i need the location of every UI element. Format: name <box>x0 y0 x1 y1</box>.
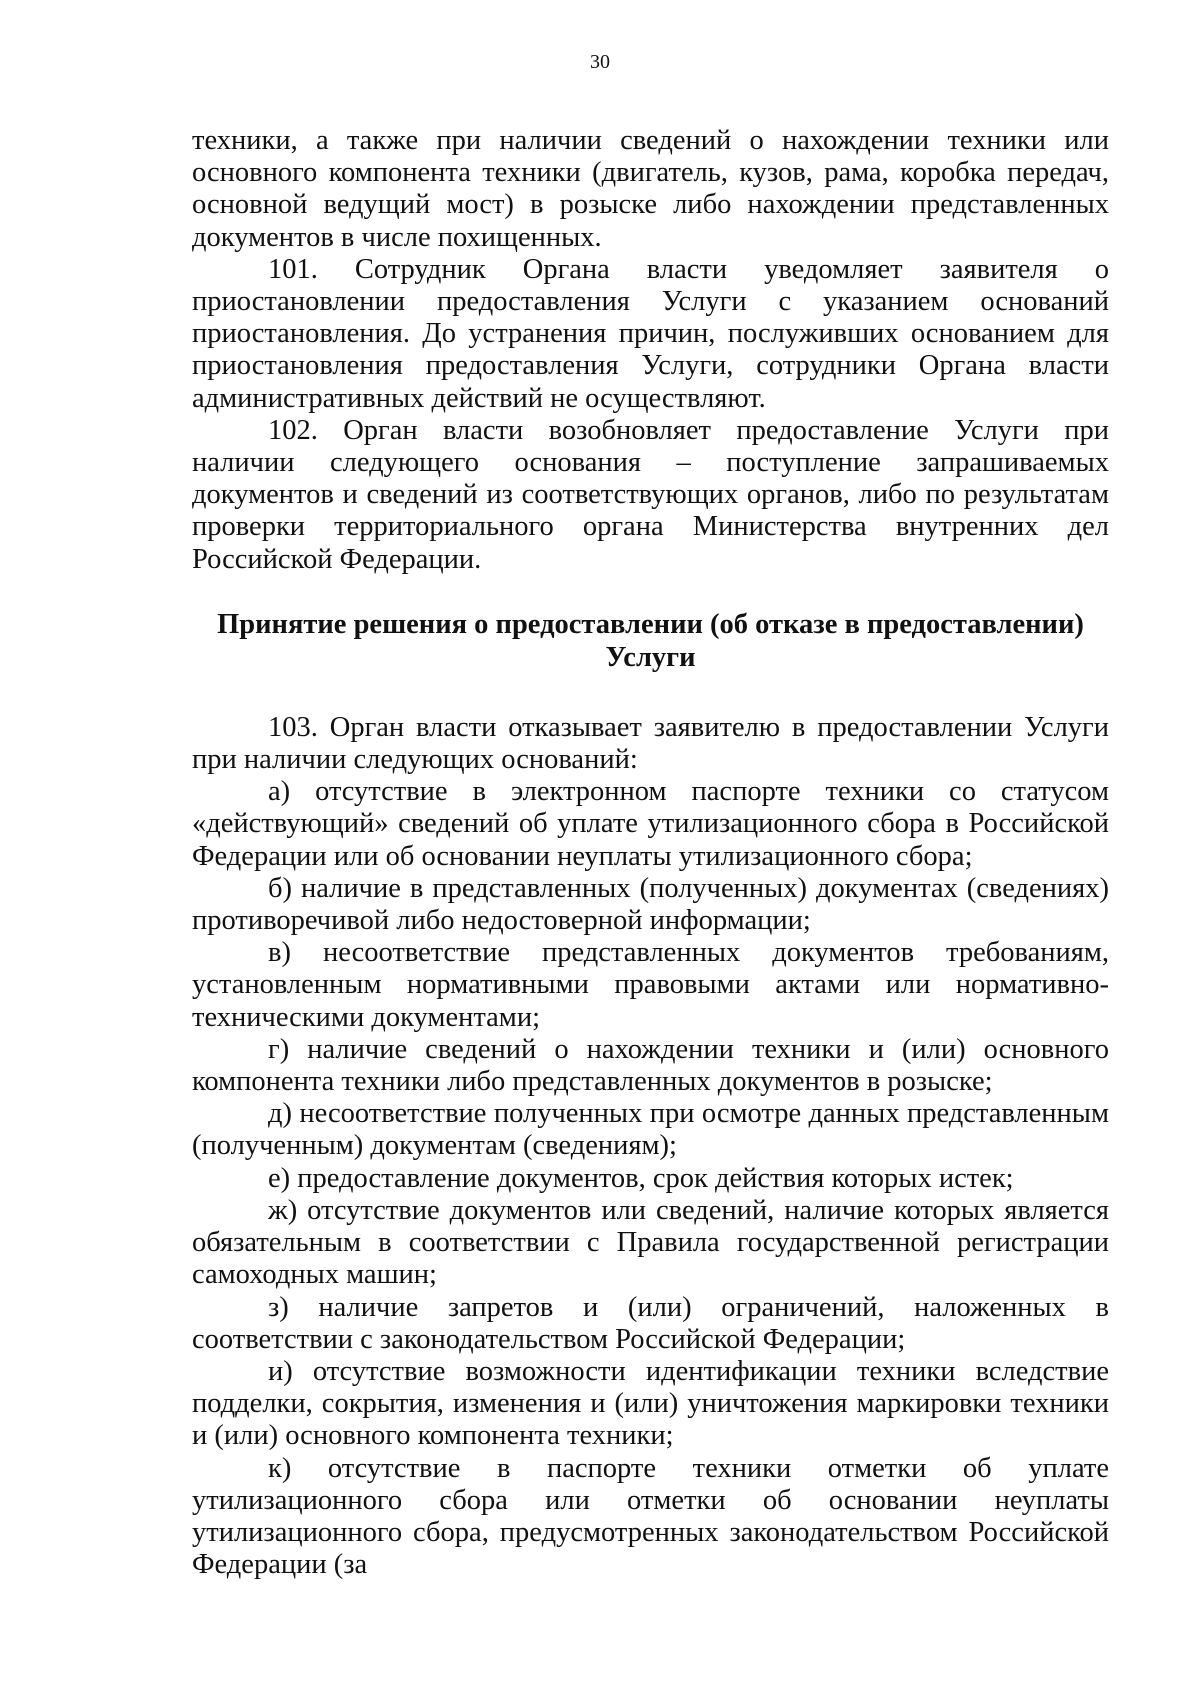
list-item-zh: ж) отсутствие документов или сведений, наличие которых является обязательным в соответствии с Правила государственной регистрации самоходных машин; <box>192 1194 1109 1291</box>
list-item-g: г) наличие сведений о нахождении техники и (или) основного компонента техники либо представленных документов в розыске; <box>192 1033 1109 1098</box>
list-item-d: д) несоответствие полученных при осмотре данных представленным (полученным) документам (сведениям); <box>192 1098 1109 1162</box>
document-body <box>192 125 1109 1581</box>
list-item-e: е) предоставление документов, срок действия которых истек; <box>268 1162 1014 1194</box>
list-item-a: а) отсутствие в электронном паспорте техники со статусом «действующий» сведений об уплате утилизационного сбора в Российской Федерации или об основании неуплаты утилизационного сбора; <box>192 776 1109 872</box>
section-heading <box>192 608 1109 674</box>
paragraph-103: 103. Орган власти отказывает заявителю в предоставлении Услуги при наличии следующих оснований: <box>192 711 1109 776</box>
list-item-i: и) отсутствие возможности идентификации техники вследствие подделки, сокрытия, изменения и (или) уничтожения маркировки техники и (или) основного компонента техники; <box>192 1355 1109 1452</box>
list-item-b: б) наличие в представленных (полученных) документах (сведениях) противоречивой либо недостоверной информации; <box>192 872 1109 937</box>
paragraph-102: 102. Орган власти возобновляет предоставление Услуги при наличии следующего основания – поступление запрашиваемых документов и сведений из соответствующих органов, либо по результатам проверки территориального органа Министерства внутренних дел Российской Федерации. <box>192 414 1109 575</box>
paragraph-continuation: техники, а также при наличии сведений о нахождении техники или основного компонента техники (двигатель, кузов, рама, коробка передач, основной ведущий мост) в розыске либо нахождении представленных документов в числе похищенных. <box>192 125 1109 253</box>
paragraph-101: 101. Сотрудник Органа власти уведомляет заявителя о приостановлении предоставления Услуги с указанием оснований приостановления. До устранения причин, послуживших основанием для приостановления предоставления Услуги, сотрудники Органа власти административных действий не осуществляют. <box>192 253 1109 414</box>
list-item-k: к) отсутствие в паспорте техники отметки об уплате утилизационного сбора или отметки об основании неуплаты утилизационного сбора, предусмотренных законодательством Российской Федерации (за <box>192 1452 1109 1581</box>
section-heading-line-1: Принятие решения о предоставлении (об отказе в предоставлении) <box>217 608 1084 640</box>
page-number: 30 <box>590 51 610 73</box>
list-item-v: в) несоответствие представленных документов требованиям, установленным нормативными правовыми актами или нормативно-техническими документами; <box>192 937 1109 1033</box>
list-item-z: з) наличие запретов и (или) ограничений, наложенных в соответствии с законодательством Российской Федерации; <box>192 1291 1109 1355</box>
section-heading-line-2: Услуги <box>605 641 696 673</box>
